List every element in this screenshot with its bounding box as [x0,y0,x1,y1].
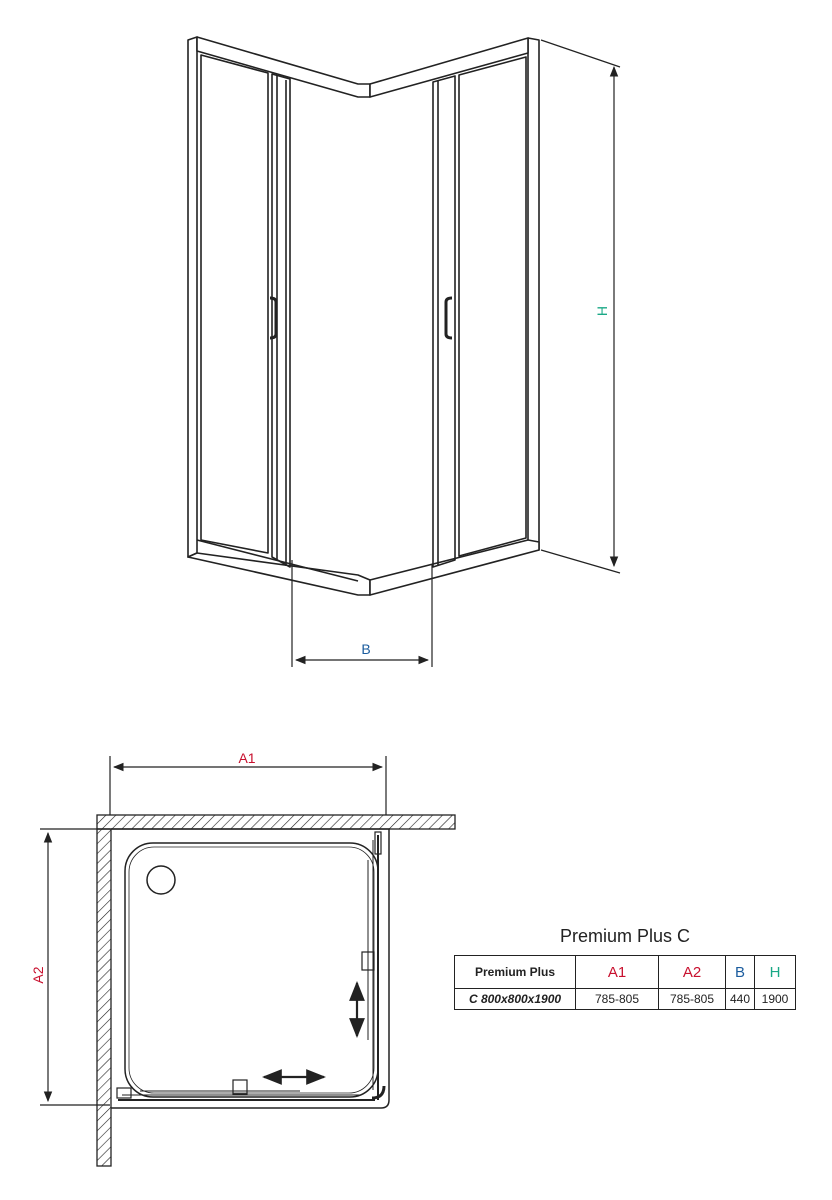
cell-a1: 785-805 [576,989,659,1010]
tray-basin [125,843,378,1097]
cell-b: 440 [726,989,755,1010]
header-a1: A1 [576,956,659,989]
plan-view [111,829,389,1108]
tray-outline [111,829,389,1108]
header-model: Premium Plus [455,956,576,989]
left-bottom-rail [188,553,370,595]
spec-title: Premium Plus C [559,926,691,946]
right-fixed-panel [459,57,526,556]
elevation-view [188,37,539,595]
header-b: B [726,956,755,989]
left-top-rail [197,37,370,97]
width-1-label: A1 [238,750,256,766]
right-post [528,38,539,550]
left-handle [270,298,276,338]
header-h: H [755,956,796,989]
cell-h: 1900 [755,989,796,1010]
left-wall [97,829,111,1166]
top-wall [97,815,455,829]
left-fixed-panel [201,55,268,553]
cell-a2: 785-805 [659,989,726,1010]
right-sliding-door [433,76,455,567]
left-post [188,37,197,557]
door-width-label: B [361,641,371,657]
spec-data-row [455,989,796,1010]
header-a2: A2 [659,956,726,989]
right-handle [446,298,452,338]
slide-direction-arrows [264,983,357,1077]
width-2-label: A2 [30,966,46,984]
cell-model: C 800x800x1900 [455,989,576,1010]
drain [147,866,175,894]
right-top-rail [370,38,528,97]
height-label: H [594,305,610,317]
spec-table [454,955,796,1010]
spec-header-row [455,956,796,989]
walls [97,815,455,1166]
